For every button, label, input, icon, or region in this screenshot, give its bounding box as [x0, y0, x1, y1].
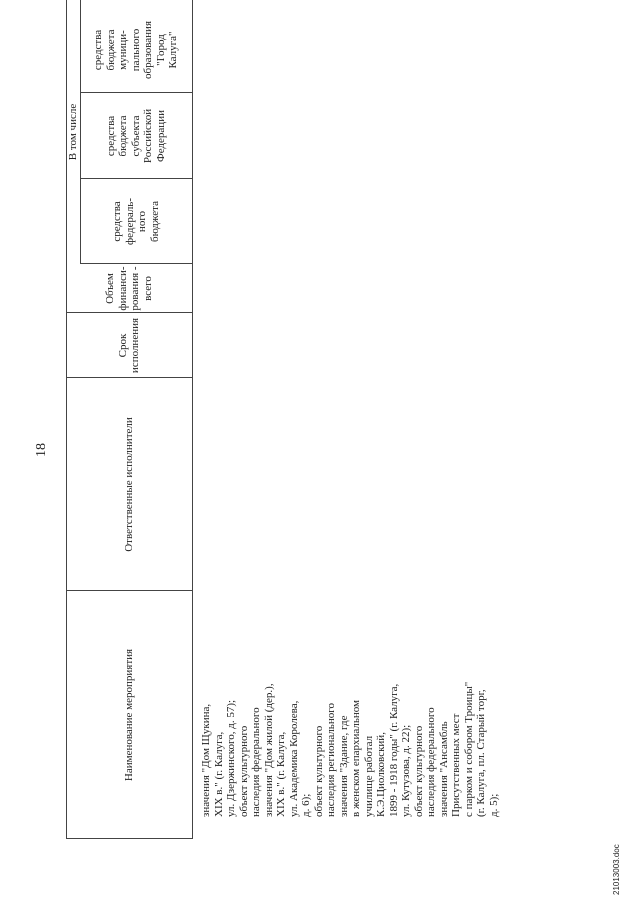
header-deadline [66, 313, 192, 378]
document-code: 21013003.doc [612, 844, 621, 895]
page-number: 18 [34, 443, 49, 457]
header-in-that-number [66, 0, 80, 264]
header-executors [66, 378, 192, 591]
header-name [66, 591, 192, 839]
header-regional-text: средства бюджета субъекта Российской Федерации [104, 108, 167, 164]
header-bottom-border [192, 0, 193, 839]
header-federal [80, 179, 192, 264]
header-in-that-number-text: В том числе [66, 103, 79, 161]
header-name-text: Наименование мероприятия [122, 648, 135, 782]
header-total [66, 264, 192, 313]
header-total-text: Объем финанси- рования - всего [104, 266, 154, 311]
header-deadline-text: Срок исполнения [116, 317, 141, 374]
header-federal-text: средства федераль- ного бюджета [111, 198, 161, 245]
header-municipal [80, 7, 192, 93]
header-regional [80, 93, 192, 179]
header-municipal-text: средства бюджета муници- пального образования "Город Калуга" [92, 20, 180, 80]
header-executors-text: Ответственные исполнители [122, 417, 135, 552]
row-name-cell: значения "Дом Щукина, XIX в." (г. Калуга, ул. Дзержинского, д. 57); объект культурного наследия федерального значения "Дом жилой (дер.), XIX в." (г. Калуга, ул. Академика Королева, д. 6); объект культурного наследия регионального значения "Здание, где в женском епархиальном училище работал К.Э.Циолковский, 1899 - 1918 годы" (г. Калуга, ул. Кутузова, д. 22); объект культурного наследия федерального значения "Ансамбль Присутственных мест с парком и собором Троицы" (г. Калуга, пл. Старый торг, д. 5); [200, 681, 500, 817]
